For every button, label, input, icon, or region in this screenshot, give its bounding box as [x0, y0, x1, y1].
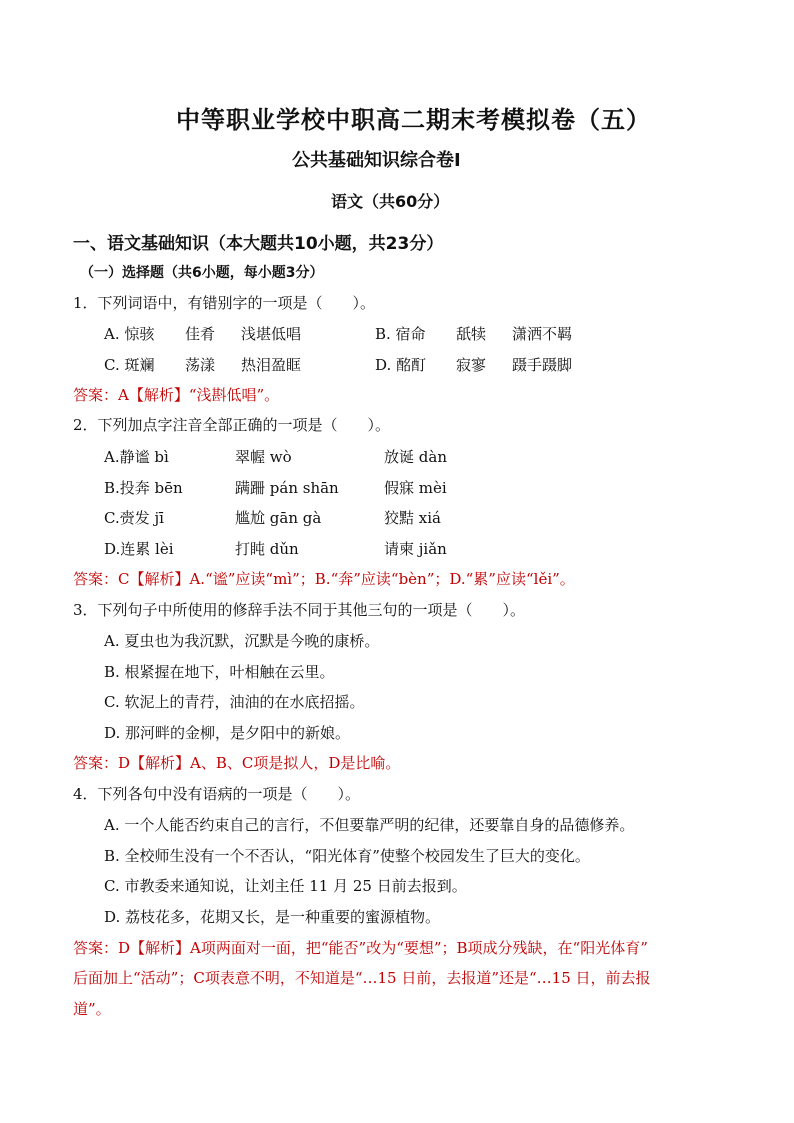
option-text: 翠幄 wò — [235, 448, 292, 466]
option-text: 蹒跚 pán shān — [235, 479, 339, 497]
option-text: A. 一个人能否约束自己的言行，不但要靠严明的纪律，还要靠自身的品德修养。 — [104, 816, 635, 834]
option-text: A.静谧 bì — [104, 448, 169, 466]
option-text: 荡漾 — [185, 356, 216, 374]
option-text: B. 全校师生没有一个不否认，“阳光体育”使整个校园发生了巨大的变化。 — [104, 847, 590, 865]
option-text: D. 荔枝花多，花期又长，是一种重要的蜜源植物。 — [104, 908, 441, 926]
subsection-heading: （一）选择题（共6小题，每小题3分） — [80, 265, 324, 281]
option-text: D.连累 lèi — [104, 540, 174, 558]
answer-text: 答案：C【解析】A.“谧”应读“mì”；B.“奔”应读“bèn”；D.“累”应读“lěi”。 — [73, 570, 575, 588]
option-text: C. 市教委来通知说，让刘主任 11 月 25 日前去报到。 — [104, 877, 467, 895]
answer-text: 答案：D【解析】A、B、C项是拟人，D是比喻。 — [73, 754, 401, 772]
option-text: 尴尬 gān gà — [235, 509, 322, 527]
option-text: 请柬 jiǎn — [384, 540, 447, 558]
option-text: 打盹 dǔn — [235, 540, 299, 558]
option-text: D. 那河畔的金柳，是夕阳中的新娘。 — [104, 724, 351, 742]
option-text: B. 根紧握在地下，叶相触在云里。 — [104, 663, 335, 681]
option-text: 潇洒不羁 — [512, 325, 573, 343]
subject-heading: 语文（共60分） — [331, 192, 450, 211]
option-text: A. 惊骇 — [104, 325, 155, 343]
option-text: 放诞 dàn — [384, 448, 447, 466]
question-stem: 3．下列句子中所使用的修辞手法不同于其他三句的一项是（ ）。 — [73, 601, 526, 619]
answer-text: 道”。 — [73, 1000, 111, 1018]
option-text: 寂寥 — [456, 356, 487, 374]
answer-text: 答案：D【解析】A项两面对一面，把“能否”改为“要想”；B项成分残缺，在“阳光体育” — [73, 939, 648, 957]
question-stem: 2．下列加点字注音全部正确的一项是（ ）。 — [73, 416, 391, 434]
option-text: 热泪盈眶 — [241, 356, 302, 374]
option-text: C.赍发 jī — [104, 509, 164, 527]
option-text: D. 酩酊 — [375, 356, 427, 374]
option-text: 蹑手蹑脚 — [512, 356, 573, 374]
option-text: A. 夏虫也为我沉默，沉默是今晚的康桥。 — [104, 632, 380, 650]
option-text: B. 宿命 — [375, 325, 426, 343]
page-subtitle: 公共基础知识综合卷Ⅰ — [292, 150, 461, 171]
section-heading: 一、语文基础知识（本大题共10小题，共23分） — [73, 234, 444, 254]
option-text: 狡黠 xiá — [384, 509, 441, 527]
answer-text: 答案：A【解析】“浅斟低唱”。 — [73, 386, 280, 404]
page-title: 中等职业学校中职高二期末考模拟卷（五） — [176, 106, 651, 134]
option-text: 浅堪低唱 — [241, 325, 302, 343]
question-stem: 4．下列各句中没有语病的一项是（ ）。 — [73, 785, 361, 803]
option-text: 假寐 mèi — [384, 479, 447, 497]
question-stem: 1．下列词语中，有错别字的一项是（ ）。 — [73, 294, 376, 312]
option-text: 佳肴 — [185, 325, 216, 343]
option-text: B.投奔 bēn — [104, 479, 183, 497]
option-text: C. 软泥上的青荇，油油的在水底招摇。 — [104, 693, 365, 711]
option-text: C. 斑斓 — [104, 356, 155, 374]
answer-text: 后面加上“活动”；C项表意不明，不知道是“…15 日前，去报道”还是“…15 日，前去报 — [73, 969, 651, 987]
option-text: 舐犊 — [456, 325, 487, 343]
